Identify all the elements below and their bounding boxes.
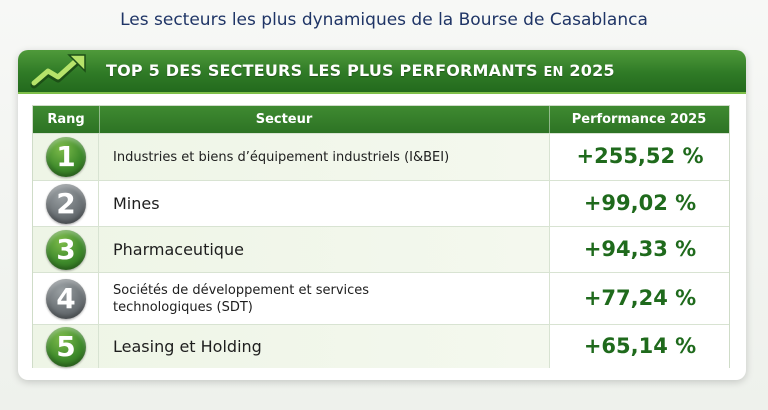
- header-performance: Performance 2025: [571, 112, 707, 127]
- sector-name: Mines: [113, 194, 160, 213]
- table-header: [33, 106, 729, 133]
- banner-title-year: 2025: [569, 61, 615, 80]
- page-title: Les secteurs les plus dynamiques de la Bourse de Casablanca: [120, 10, 648, 30]
- table-row: [33, 180, 729, 226]
- performance-value: +255,52 %: [576, 144, 704, 168]
- rank-badge-3: 3: [46, 230, 86, 270]
- rank-badge-5: 5: [46, 327, 86, 367]
- card-banner: [18, 50, 746, 94]
- sector-name: Pharmaceutique: [113, 240, 244, 259]
- performance-value: +77,24 %: [583, 286, 697, 310]
- table-row: [33, 133, 729, 180]
- sector-name: Sociétés de développement et services technologiques (SDT): [113, 283, 370, 315]
- sector-name: Leasing et Holding: [113, 337, 262, 356]
- sector-name: Industries et biens d’équipement industriels (I&BEI): [113, 150, 450, 165]
- banner-title: [106, 61, 615, 80]
- banner-title-en: EN: [543, 65, 564, 80]
- performance-value: +65,14 %: [583, 334, 697, 358]
- performance-value: +99,02 %: [583, 191, 697, 215]
- table-row: [33, 272, 729, 324]
- table-row: [33, 226, 729, 272]
- header-rang: Rang: [47, 112, 85, 127]
- ranking-table: [32, 105, 730, 368]
- rank-badge-4: 4: [46, 279, 86, 319]
- banner-title-main: TOP 5 DES SECTEURS LES PLUS PERFORMANTS: [106, 61, 538, 80]
- rank-badge-2: 2: [46, 184, 86, 224]
- performance-value: +94,33 %: [583, 237, 697, 261]
- header-secteur: Secteur: [255, 112, 313, 127]
- table-row: [33, 324, 729, 368]
- rank-badge-1: 1: [46, 137, 86, 177]
- ranking-card: [18, 50, 746, 380]
- trending-up-arrow-icon: [30, 53, 90, 91]
